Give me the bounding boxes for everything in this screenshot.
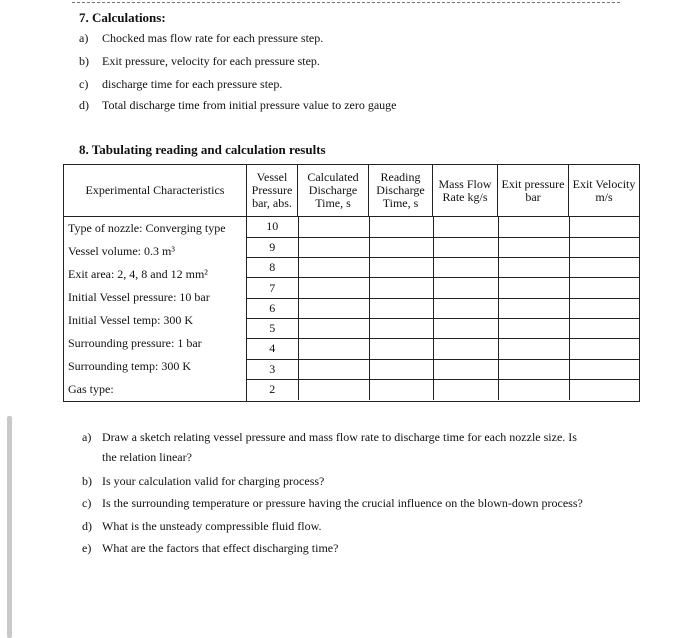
empty-data-cell: [298, 258, 369, 278]
empty-data-cell: [298, 237, 369, 257]
question-text: Draw a sketch relating vessel pressure and mass flow rate to discharge time for each nozzle size. Is: [102, 430, 577, 444]
empty-data-cell: [433, 339, 498, 359]
empty-data-cell: [433, 298, 498, 318]
empty-data-cell: [433, 278, 498, 298]
table-row: [247, 379, 640, 399]
question-text: What are the factors that effect discharging time?: [102, 541, 339, 555]
question-label: e): [82, 541, 92, 555]
section8-heading: 8. Tabulating reading and calculation results: [79, 142, 326, 157]
header-experimental: Experimental Characteristics: [64, 165, 247, 217]
header-exit-pressure: Exit pressure bar: [498, 165, 569, 217]
table-row: [247, 359, 640, 379]
table-row: [247, 217, 640, 237]
empty-data-cell: [298, 298, 369, 318]
pressure-value: 3: [247, 359, 298, 379]
char-gas-type: Gas type:: [68, 382, 114, 396]
empty-data-cell: [433, 217, 498, 237]
empty-data-cell: [498, 258, 569, 278]
results-table: [63, 164, 640, 402]
empty-data-cell: [498, 298, 569, 318]
char-vessel-volume: Vessel volume: 0.3 m³: [68, 244, 175, 258]
question-text: What is the unsteady compressible fluid flow.: [102, 519, 322, 533]
question-text: Is the surrounding temperature or pressure having the crucial influence on the blown-down process?: [102, 496, 583, 510]
table-row: [247, 278, 640, 298]
char-initial-temp: Initial Vessel temp: 300 K: [68, 313, 194, 327]
empty-data-cell: [498, 318, 569, 338]
empty-data-cell: [433, 359, 498, 379]
empty-data-cell: [369, 258, 433, 278]
pressure-value: 8: [247, 258, 298, 278]
pressure-value: 9: [247, 237, 298, 257]
item-text: Chocked mas flow rate for each pressure step.: [102, 31, 324, 45]
item-label: b): [79, 54, 89, 68]
empty-data-cell: [433, 258, 498, 278]
table-body-row: [64, 217, 640, 402]
section7-heading: 7. Calculations:: [79, 10, 166, 25]
empty-data-cell: [569, 298, 640, 318]
empty-data-cell: [298, 339, 369, 359]
header-reading-time: Reading Discharge Time, s: [369, 165, 433, 217]
pressure-value: 5: [247, 318, 298, 338]
pressure-value: 6: [247, 298, 298, 318]
empty-data-cell: [433, 379, 498, 399]
empty-data-cell: [433, 318, 498, 338]
char-exit-area: Exit area: 2, 4, 8 and 12 mm²: [68, 267, 208, 281]
empty-data-cell: [298, 278, 369, 298]
table-row: [247, 318, 640, 338]
item-text: discharge time for each pressure step.: [102, 77, 283, 91]
empty-data-cell: [369, 298, 433, 318]
table-row: [247, 237, 640, 257]
empty-data-cell: [298, 359, 369, 379]
empty-data-cell: [569, 237, 640, 257]
pressure-value: 2: [247, 379, 298, 399]
header-exit-velocity: Exit Velocity m/s: [569, 165, 640, 217]
header-mass-flow: Mass Flow Rate kg/s: [433, 165, 498, 217]
empty-data-cell: [569, 379, 640, 399]
empty-data-cell: [498, 379, 569, 399]
empty-data-cell: [369, 217, 433, 237]
char-surrounding-pressure: Surrounding pressure: 1 bar: [68, 336, 202, 350]
empty-data-cell: [569, 278, 640, 298]
empty-data-cell: [498, 217, 569, 237]
empty-data-cell: [433, 237, 498, 257]
table-row: [247, 339, 640, 359]
question-label: a): [82, 430, 92, 444]
empty-data-cell: [298, 318, 369, 338]
data-grid: [247, 217, 640, 400]
page-top-rule: [72, 2, 620, 3]
empty-data-cell: [498, 359, 569, 379]
empty-data-cell: [498, 278, 569, 298]
question-text-continued: the relation linear?: [102, 450, 192, 464]
item-label: d): [79, 98, 89, 112]
header-calculated-time: Calculated Discharge Time, s: [298, 165, 369, 217]
question-label: c): [82, 496, 92, 510]
empty-data-cell: [298, 217, 369, 237]
empty-data-cell: [369, 339, 433, 359]
char-nozzle-type: Type of nozzle: Converging type: [68, 221, 226, 235]
item-text: Total discharge time from initial pressure value to zero gauge: [102, 98, 397, 112]
item-label: a): [79, 31, 89, 45]
empty-data-cell: [369, 379, 433, 399]
pressure-value: 4: [247, 339, 298, 359]
characteristics-cell: [64, 217, 247, 402]
empty-data-cell: [569, 339, 640, 359]
empty-data-cell: [369, 278, 433, 298]
item-text: Exit pressure, velocity for each pressure step.: [102, 54, 320, 68]
empty-data-cell: [569, 318, 640, 338]
char-initial-pressure: Initial Vessel pressure: 10 bar: [68, 290, 210, 304]
data-grid-cell: [247, 217, 640, 402]
item-label: c): [79, 77, 89, 91]
empty-data-cell: [298, 379, 369, 399]
empty-data-cell: [369, 237, 433, 257]
pressure-value: 10: [266, 219, 279, 234]
char-surrounding-temp: Surrounding temp: 300 K: [68, 359, 191, 373]
question-label: b): [82, 474, 92, 488]
table-row: [247, 258, 640, 278]
empty-data-cell: [569, 258, 640, 278]
pressure-value: 7: [247, 278, 298, 298]
empty-data-cell: [369, 359, 433, 379]
header-vessel-pressure: Vessel Pressure bar, abs.: [247, 165, 298, 217]
page-margin-bar: [7, 416, 12, 638]
empty-data-cell: [369, 318, 433, 338]
empty-data-cell: [498, 339, 569, 359]
question-text: Is your calculation valid for charging process?: [102, 474, 325, 488]
table-row: [247, 298, 640, 318]
empty-data-cell: [569, 217, 640, 237]
table-header-row: [64, 165, 640, 217]
empty-data-cell: [498, 237, 569, 257]
question-label: d): [82, 519, 92, 533]
empty-data-cell: [569, 359, 640, 379]
